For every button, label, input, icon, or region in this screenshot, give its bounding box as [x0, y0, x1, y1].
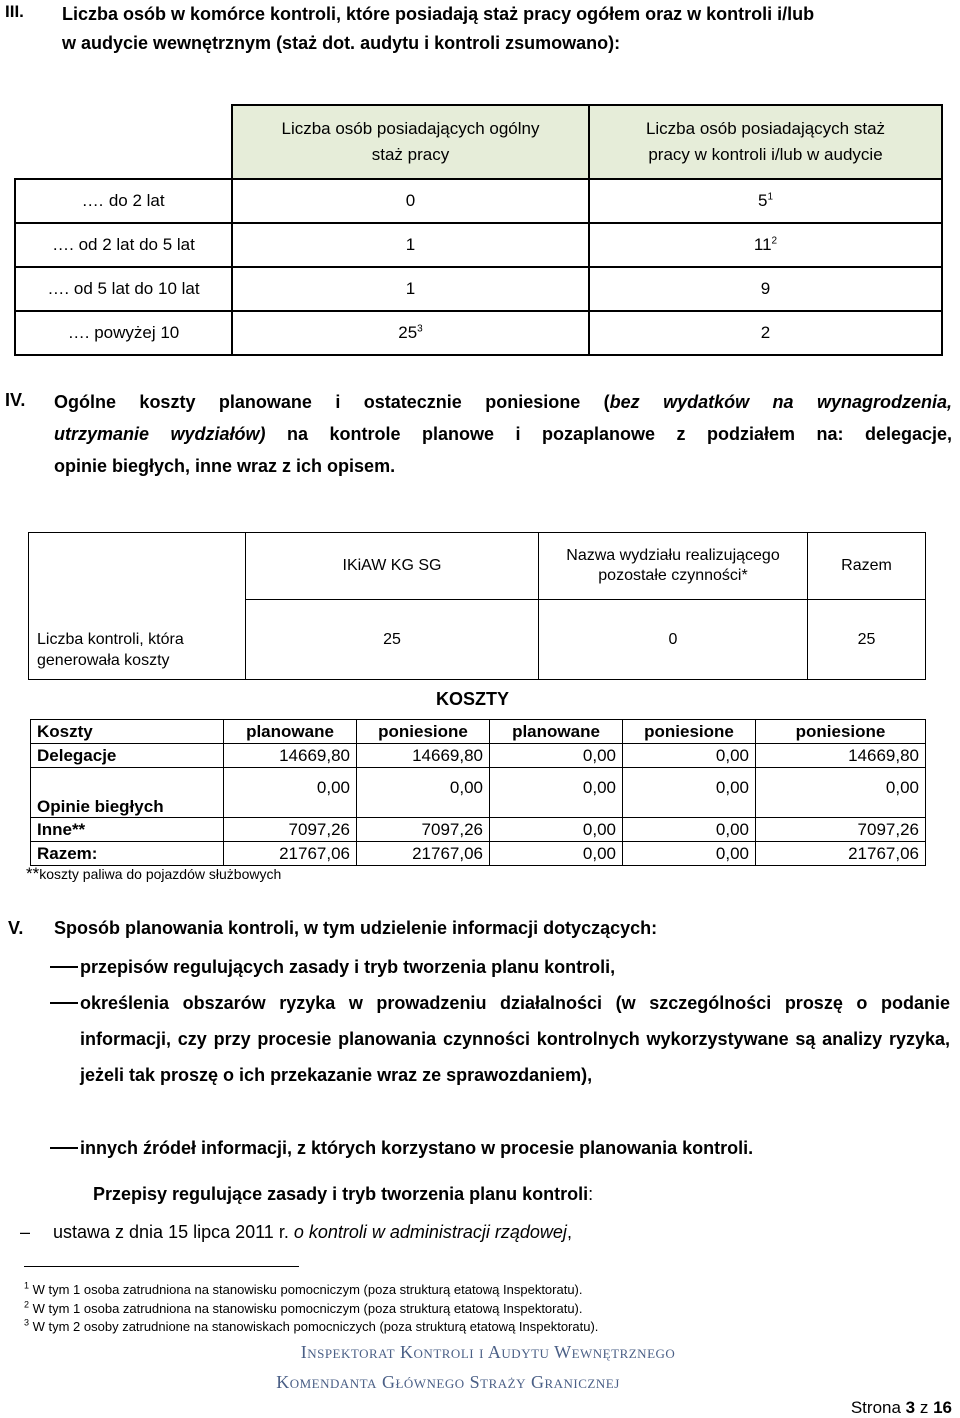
table-row	[31, 842, 926, 866]
section-4-text-d: na kontrole planowe i pozaplanowe z podziałem na: delegacje,	[265, 424, 952, 444]
cost-label: Delegacje	[31, 744, 224, 768]
header-general-l2: staż pracy	[371, 145, 450, 164]
header-general-experience	[232, 105, 589, 179]
value-total: 25	[808, 600, 926, 680]
cost-value: 7097,26	[756, 818, 926, 842]
cost-value: 0,00	[490, 744, 623, 768]
header-control-l1: Liczba osób posiadających staż	[645, 119, 886, 138]
cost-value: 7097,26	[224, 818, 357, 842]
costs-header: Koszty	[31, 720, 224, 744]
section-5-title: Sposób planowania kontroli, w tym udzielenie informacji dotyczących:	[54, 918, 658, 938]
dash-bullet	[50, 1147, 78, 1149]
cost-label: Inne**	[31, 818, 224, 842]
header-other-unit-text: Nazwa wydziału realizującego pozostałe czynności*	[566, 547, 780, 584]
costs-header: planowane	[224, 720, 357, 744]
law-item	[20, 1222, 920, 1243]
cost-value: 0,00	[623, 744, 756, 768]
header-general-l1: Liczba osób posiadających ogólny	[281, 119, 540, 138]
cost-value: 0,00	[623, 768, 756, 818]
general-value: 1	[232, 267, 589, 311]
footer-line-1: Inspektorat Kontroli i Audytu Wewnętrznego	[300, 1342, 676, 1362]
law-text: ustawa z dnia 15 lipca 2011 r.	[53, 1222, 294, 1242]
costs-header: poniesione	[756, 720, 926, 744]
costs-header: poniesione	[357, 720, 490, 744]
footer-line-2: Komendanta Głównego Straży Granicznej	[276, 1372, 620, 1392]
costs-table	[30, 719, 926, 866]
general-value: $25^3$	[232, 311, 589, 355]
section-4-text-a: Ogólne koszty planowane i ostatecznie poniesione (	[54, 392, 610, 412]
row-label: .… do 2 lat	[15, 179, 232, 223]
section-4-text-e: opinie biegłych, inne wraz z ich opisem.	[54, 456, 396, 476]
law-dash: –	[20, 1222, 31, 1242]
cost-value: 0,00	[357, 768, 490, 818]
cost-value: 0,00	[756, 768, 926, 818]
control-value: 9	[589, 267, 942, 311]
footnote-text: W tym 2 osoby zatrudnione na stanowiskach pomocniczych (poza strukturą etatową Inspektoratu).	[29, 1319, 599, 1334]
section-4-heading	[54, 386, 952, 482]
table-row	[31, 744, 926, 768]
cost-value: 14669,80	[357, 744, 490, 768]
value-other-unit: 0	[539, 600, 808, 680]
section-5-number: V.	[8, 918, 24, 938]
header-other-unit	[539, 533, 808, 600]
footnote-number: 3	[24, 1317, 30, 1328]
control-value: $5^1$	[589, 179, 942, 223]
cost-value: 14669,80	[756, 744, 926, 768]
dash-bullet	[50, 966, 78, 968]
costs-title: KOSZTY	[436, 689, 510, 709]
general-value: 0	[232, 179, 589, 223]
cost-label: Razem:	[31, 842, 224, 866]
footnote-text: W tym 1 osoba zatrudniona na stanowisku pomocniczym (poza strukturą etatową Inspektoratu).	[29, 1282, 583, 1297]
footnote-number: 1	[24, 1280, 30, 1291]
cost-value: 0,00	[490, 842, 623, 866]
table-row	[31, 818, 926, 842]
section-3-heading-line1: Liczba osób w komórce kontroli, które posiadają staż pracy ogółem oraz w kontroli i/lub	[62, 4, 815, 24]
cost-value: 21767,06	[756, 842, 926, 866]
law-title: o kontroli w administracji rządowej	[293, 1222, 567, 1242]
table-row	[15, 267, 942, 311]
cost-value: 0,00	[490, 818, 623, 842]
header-control-experience	[589, 105, 942, 179]
cost-value: 21767,06	[224, 842, 357, 866]
law-end: ,	[566, 1222, 572, 1242]
cost-value: 21767,06	[357, 842, 490, 866]
costs-header-row	[31, 720, 926, 744]
footnote	[24, 1301, 583, 1316]
list-item-text: innych źródeł informacji, z których korzystano w procesie planowania kontroli.	[80, 1138, 754, 1158]
section-3-number: III.	[5, 2, 24, 21]
list-item	[50, 985, 950, 1129]
footnote	[24, 1319, 598, 1334]
footnote	[24, 1282, 583, 1297]
dash-bullet	[50, 1002, 78, 1004]
section-3-heading-line2: w audycie wewnętrznym (staż dot. audytu i kontroli zsumowano):	[62, 33, 621, 53]
footnote-number: 2	[24, 1299, 30, 1310]
cost-value: 14669,80	[224, 744, 357, 768]
value-ikiaw: 25	[246, 600, 539, 680]
cost-value: 0,00	[224, 768, 357, 818]
general-value: 1	[232, 223, 589, 267]
control-count-label: Liczba kontroli, która generowała koszty	[37, 631, 184, 669]
footnote-separator	[24, 1266, 299, 1267]
list-item-text: określenia obszarów ryzyka w prowadzeniu działalności (w szczególności proszę o podanie informacji, czy przy procesie planowania czynności kontrolnych wykorzystywane są analizy ryzyka, jeżeli tak proszę o ich przekazanie wraz ze sprawozdaniem),	[80, 993, 950, 1085]
cost-value: 0,00	[623, 818, 756, 842]
section-5-subheading-text: Przepisy regulujące zasady i tryb tworzenia planu kontroli	[93, 1184, 589, 1204]
page-mid: z	[915, 1398, 934, 1417]
empty-corner-cell	[15, 105, 232, 179]
row-label: …. od 5 lat do 10 lat	[15, 267, 232, 311]
page-prefix: Strona	[850, 1398, 906, 1417]
list-item	[50, 1130, 950, 1166]
header-total: Razem	[808, 533, 926, 600]
header-control-l2: pracy w kontroli i/lub w audycie	[648, 145, 883, 164]
cost-value: 0,00	[623, 842, 756, 866]
section-3-heading	[62, 0, 952, 58]
costs-header: planowane	[490, 720, 623, 744]
cost-value: 7097,26	[357, 818, 490, 842]
section-4-text-c: utrzymanie wydziałów)	[54, 424, 266, 444]
cost-label: Opinie biegłych	[31, 768, 224, 818]
section-5-subheading-colon: :	[588, 1184, 594, 1204]
staff-experience-table	[14, 104, 943, 356]
list-item-text: przepisów regulujących zasady i tryb tworzenia planu kontroli,	[80, 957, 616, 977]
costs-note-stars: **	[26, 864, 40, 883]
control-value: 2	[589, 311, 942, 355]
table-row	[15, 179, 942, 223]
costs-note-text: koszty paliwa do pojazdów służbowych	[39, 866, 282, 882]
section-4-text-b: bez wydatków na wynagrodzenia,	[609, 392, 953, 412]
page-number	[851, 1398, 952, 1418]
page-total: 16	[933, 1398, 952, 1417]
control-count-label-cell	[29, 533, 246, 680]
table-row	[15, 311, 942, 355]
table-row	[31, 768, 926, 818]
section-4-number: IV.	[5, 390, 26, 410]
footnote-text: W tym 1 osoba zatrudniona na stanowisku pomocniczym (poza strukturą etatową Inspektoratu).	[29, 1301, 583, 1316]
control-count-table	[28, 532, 926, 680]
page-current: 3	[905, 1398, 916, 1417]
costs-note	[26, 864, 281, 884]
row-label: …. powyżej 10	[15, 311, 232, 355]
table-row	[15, 223, 942, 267]
row-label: …. od 2 lat do 5 lat	[15, 223, 232, 267]
control-value: $11^2$	[589, 223, 942, 267]
costs-header: poniesione	[623, 720, 756, 744]
list-item	[50, 949, 950, 985]
section-5-subheading	[93, 1184, 593, 1205]
header-ikiaw: IKiAW KG SG	[246, 533, 539, 600]
cost-value: 0,00	[490, 768, 623, 818]
